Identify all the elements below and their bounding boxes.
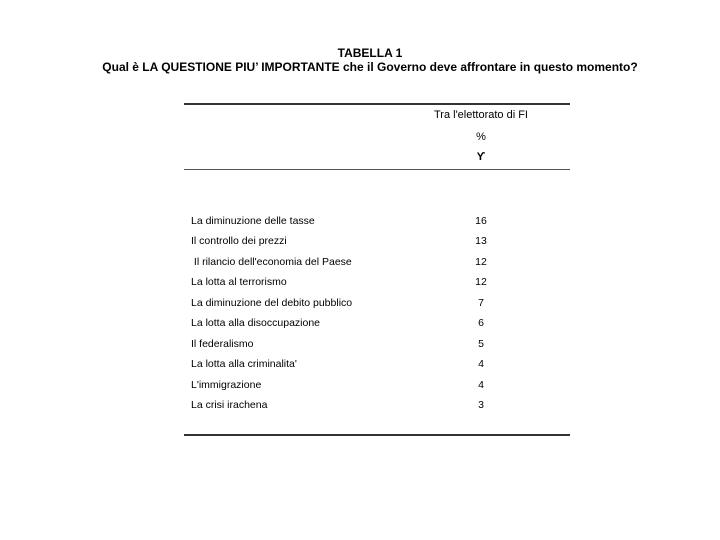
bottom-rule (184, 434, 570, 436)
column-unit: % (476, 131, 486, 143)
row-value: 3 (478, 399, 484, 411)
table-row (191, 255, 571, 269)
row-label: La crisi irachena (191, 399, 268, 411)
table-row (191, 337, 571, 351)
row-value: 13 (475, 235, 487, 247)
table-question: Qual è LA QUESTIONE PIU’ IMPORTANTE che il Governo deve affrontare in questo momento? (102, 60, 638, 74)
table-row (191, 378, 571, 392)
row-label: La lotta alla criminalita' (191, 358, 297, 370)
column-symbol: ϒ (476, 151, 486, 163)
row-label: L'immigrazione (191, 379, 262, 391)
column-header: Tra l'elettorato di FI (433, 109, 528, 121)
row-value: 16 (475, 215, 487, 227)
row-label: Il rilancio dell'economia del Paese (191, 256, 352, 268)
row-value: 7 (478, 297, 484, 309)
row-label: La diminuzione del debito pubblico (191, 297, 353, 309)
row-label: Il controllo dei prezzi (191, 235, 287, 247)
header-rule (184, 169, 570, 170)
row-value: 12 (475, 256, 487, 268)
table-title-block (0, 46, 720, 74)
table-row (191, 398, 571, 412)
top-rule (184, 103, 570, 105)
table-row (191, 214, 571, 228)
table-row (191, 316, 571, 330)
table-title: TABELLA 1 (337, 46, 403, 60)
row-value: 6 (478, 317, 484, 329)
row-label: La diminuzione delle tasse (191, 215, 315, 227)
table-row (191, 357, 571, 371)
table-row (191, 234, 571, 248)
row-value: 4 (478, 379, 484, 391)
row-label: La lotta alla disoccupazione (191, 317, 321, 329)
table-row (191, 275, 571, 289)
row-label: Il federalismo (191, 338, 254, 350)
row-value: 4 (478, 358, 484, 370)
row-value: 12 (475, 276, 487, 288)
table-row (191, 296, 571, 310)
row-value: 5 (478, 338, 484, 350)
row-label: La lotta al terrorismo (191, 276, 287, 288)
